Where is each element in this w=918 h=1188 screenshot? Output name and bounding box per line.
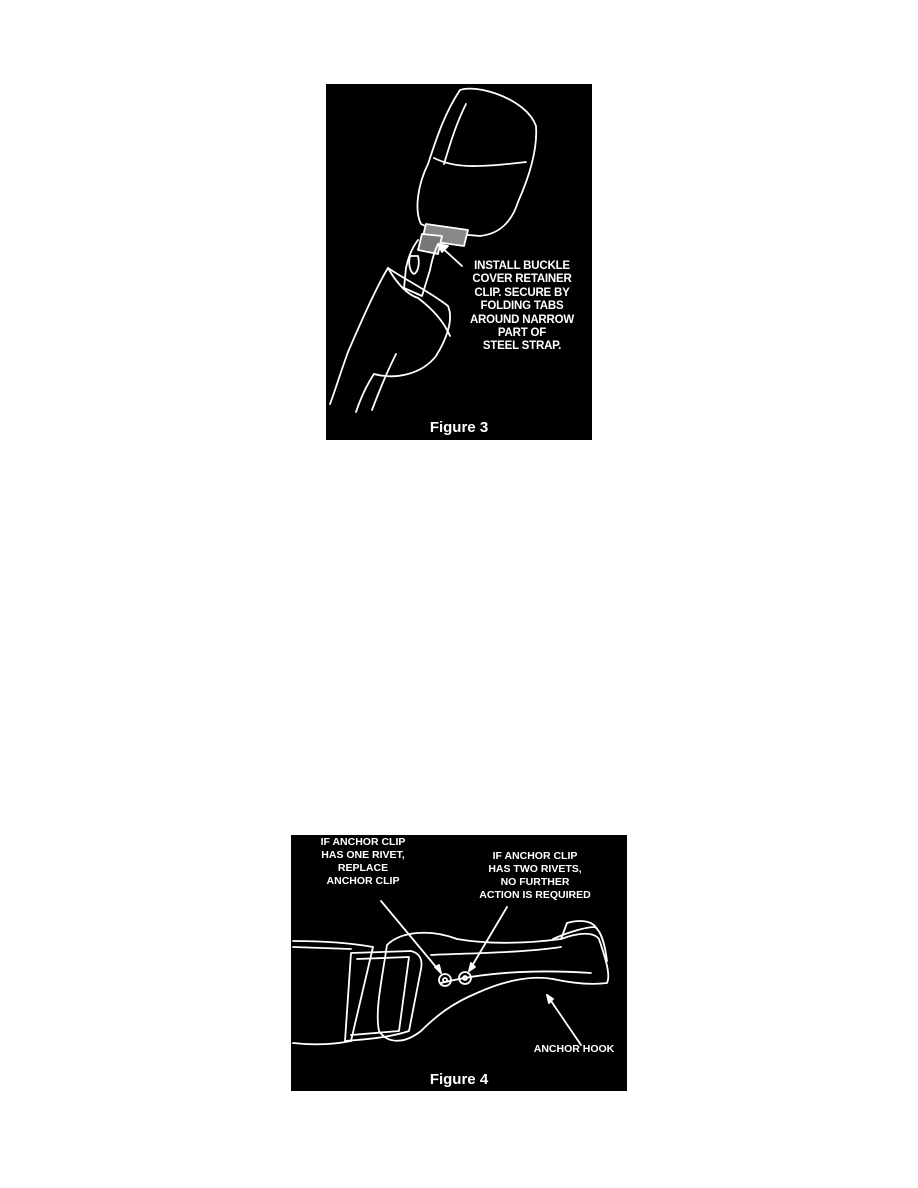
callout-two-rivets: IF ANCHOR CLIP HAS TWO RIVETS, NO FURTHER ACTION IS REQUIRED [479, 850, 591, 901]
strap-slot [409, 256, 419, 274]
figure-4-caption: Figure 4 [429, 1071, 489, 1088]
rivet-1 [439, 974, 451, 986]
leader-hook [547, 995, 581, 1045]
callout-install-clip: INSTALL BUCKLE COVER RETAINER CLIP. SECURE BY FOLDING TABS AROUND NARROW PART OF STEEL STRAP. [469, 260, 575, 353]
anchor-hook [378, 933, 609, 1041]
figure-4 [291, 835, 627, 1091]
leader-one-rivet [381, 901, 441, 973]
buckle-cover-seam [434, 158, 526, 166]
figure-3-caption: Figure 3 [429, 419, 489, 436]
webbing-sleeve [330, 268, 388, 404]
leader-two-rivets [469, 907, 507, 971]
callout-anchor-hook: ANCHOR HOOK [533, 1043, 615, 1055]
belt-webbing [293, 941, 373, 1044]
figure-3 [326, 84, 592, 440]
callout-one-rivet: IF ANCHOR CLIP HAS ONE RIVET, REPLACE ANCHOR CLIP [320, 836, 406, 887]
